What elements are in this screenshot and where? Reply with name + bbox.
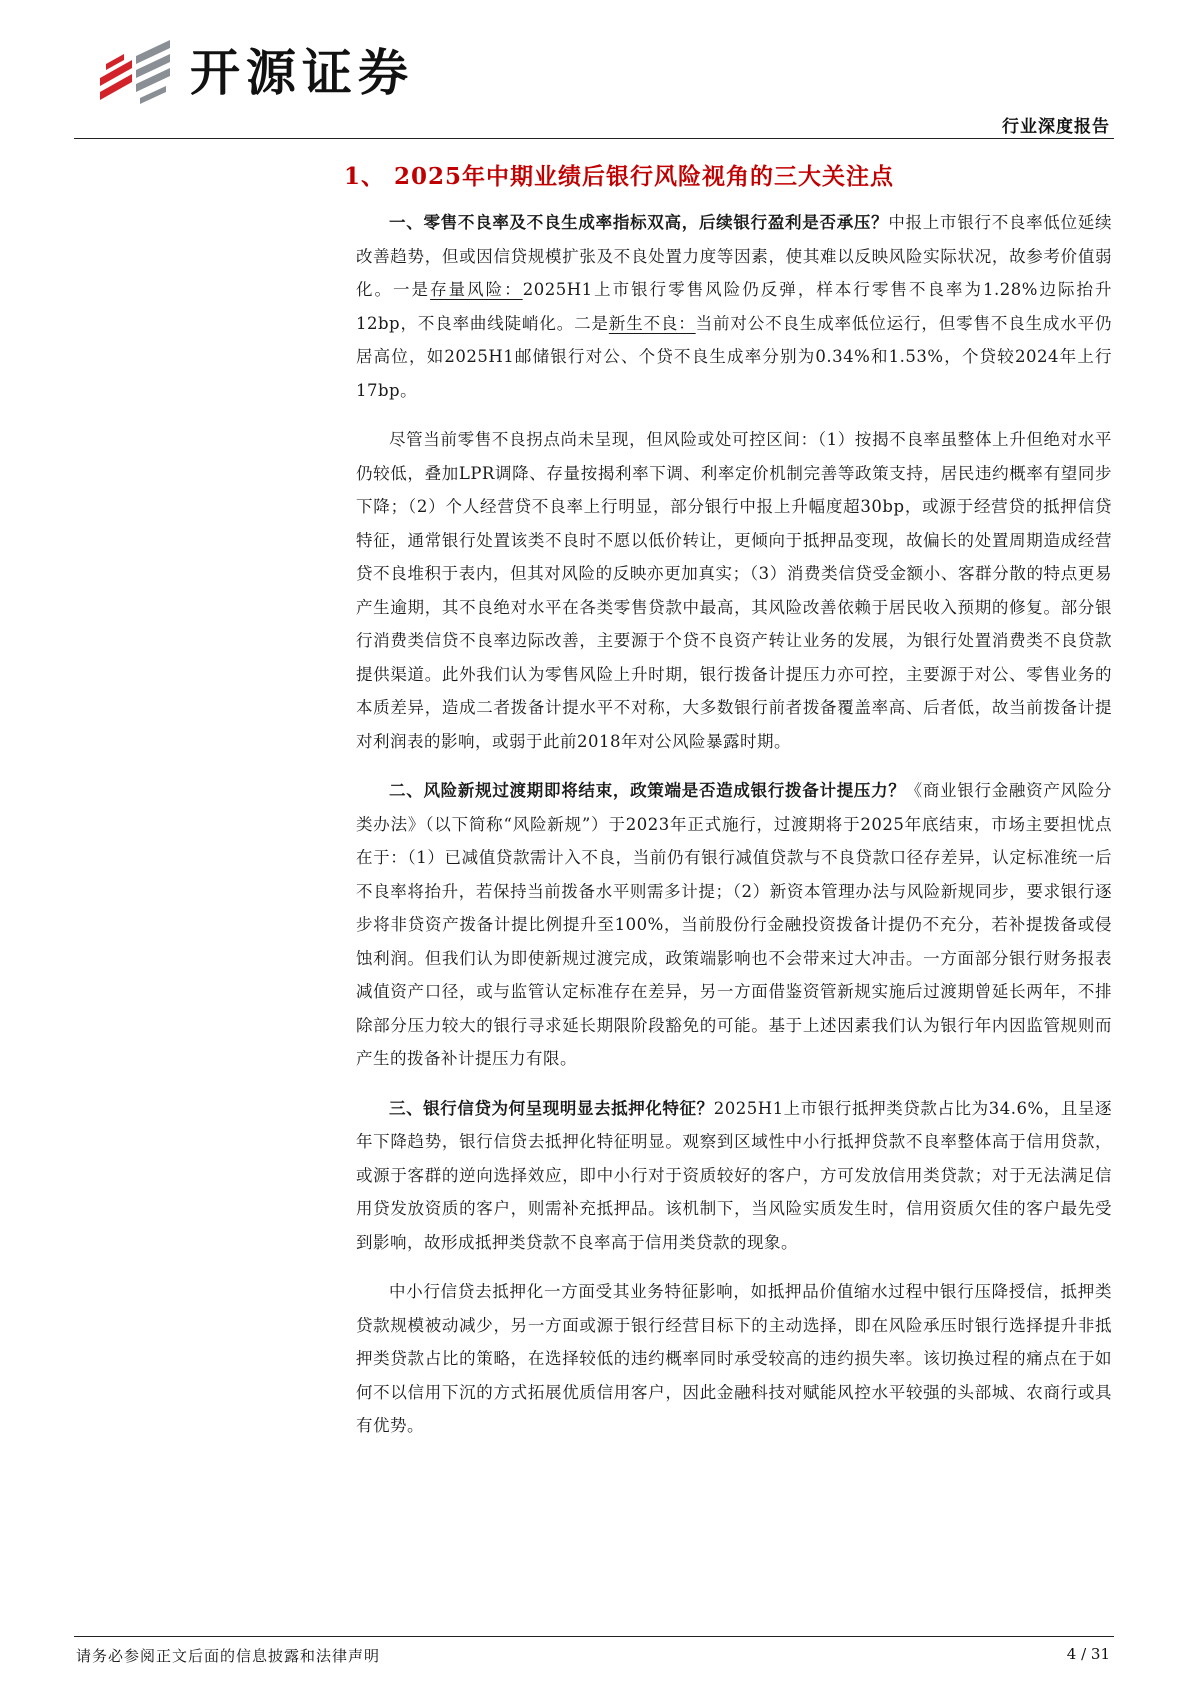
paragraph-small-banks: 中小行信贷去抵押化一方面受其业务特征影响，如抵押品价值缩水过程中银行压降授信，抵押类贷款规模被动减少，另一方面或源于银行经营目标下的主动选择，即在风险承压时银行选择提升非抵押类贷款占比的策略，在选择较低的违约概率同时承受较高的违约损失率。该切换过程的痛点在于如何不以信用下沉的方式拓展优质信用客户，因此金融科技对赋能风控水平较强的头部城、农商行或具有优势。	[356, 1282, 1112, 1435]
paragraph-lead: 二、风险新规过渡期即将结束，政策端是否造成银行拨备计提压力？	[389, 781, 906, 800]
paragraph-text: 当前对公不良生成率低位运行，但零售不良生成水平仍居高位，如2025H1邮储银行对公、个贷不良生成率分别为0.34%和1.53%，个贷较2024年上行17bp。	[356, 313, 1113, 400]
report-type: 行业深度报告	[1002, 117, 1110, 137]
footer-disclaimer: 请务必参阅正文后面的信息披露和法律声明	[76, 1647, 381, 1665]
header-divider	[74, 138, 1114, 139]
paragraph-text: 2025H1上市银行抵押类贷款占比为34.6%，且呈逐年下降趋势，银行信贷去抵押化特征明显。观察到区域性中小行抵押贷款不良率整体高于信用贷款，或源于客群的逆向选择效应，即中小行对于资质较好的客户，方可发放信用类贷款；对于无法满足信用贷发放资质的客户，则需补充抵押品。该机制下，当风险实质发生时，信用资质欠佳的客户最先受到影响，故形成抵押类贷款不良率高于信用类贷款的现象。	[356, 1098, 1113, 1252]
page-number: 4 / 31	[1066, 1645, 1110, 1663]
underlined-term-new-npl: 新生不良：	[608, 313, 696, 333]
section-title: 1、 2025年中期业绩后银行风险视角的三大关注点	[344, 163, 895, 190]
paragraph-new-rules	[356, 774, 1112, 1076]
page-header	[0, 0, 1190, 140]
paragraph-de-collateralization	[356, 1092, 1112, 1260]
main-content	[344, 160, 1113, 1459]
paragraph-text: 2025H1上市银行零售风险仍反弹，样本行零售不良率为1.28%边际抬升12bp，不良率曲线陡峭化。二是	[356, 280, 1113, 333]
paragraph-text: 《商业银行金融资产风险分类办法》（以下简称“风险新规”）于2023年正式施行，过渡期将于2025年底结束，市场主要担忧点在于：（1）已减值贷款需计入不良，当前仍有银行减值贷款与不良贷款口径存差异，认定标准统一后不良率将抬升，若保持当前拨备水平则需多计提；（2）新资本管理办法与风险新规同步，要求银行逐步将非贷资产拨备计提比例提升至100%，当前股份行金融投资拨备计提仍不充分，若补提拨备或侵蚀利润。但我们认为即使新规过渡完成，政策端影响也不会带来过大冲击。一方面部分银行财务报表减值资产口径，或与监管认定标准存在差异，另一方面借鉴资管新规实施后过渡期曾延长两年，不排除部分压力较大的银行寻求延长期限阶段豁免的可能。基于上述因素我们认为银行年内因监管规则而产生的拨备补计提压力有限。	[356, 781, 1113, 1068]
footer-divider	[74, 1636, 1114, 1637]
paragraph-risk-controllable: 尽管当前零售不良拐点尚未呈现，但风险或处可控区间：（1）按揭不良率虽整体上升但绝对水平仍较低，叠加LPR调降、存量按揭利率下调、利率定价机制完善等政策支持，居民违约概率有望同步下降；（2）个人经营贷不良率上行明显，部分银行中报上升幅度超30bp，或源于经营贷的抵押信贷特征，通常银行处置该类不良时不愿以低价转让，更倾向于抵押品变现，故偏长的处置周期造成经营贷不良堆积于表内，但其对风险的反映亦更加真实；（3）消费类信贷受金额小、客群分散的特点更易产生逾期，其不良绝对水平在各类零售贷款中最高，其风险改善依赖于居民收入预期的修复。部分银行消费类信贷不良率边际改善，主要源于个贷不良资产转让业务的发展，为银行处置消费类不良贷款提供渠道。此外我们认为零售风险上升时期，银行拨备计提压力亦可控，主要源于对公、零售业务的本质差异，造成二者拨备计提水平不对称，大多数银行前者拨备覆盖率高、后者低，故当前拨备计提对利润表的影响，或弱于此前2018年对公风险暴露时期。	[356, 430, 1112, 751]
paragraph-text: 中报上市银行不良率低位延续改善趋势，但或因信贷规模扩张及不良处置力度等因素，使其难以反映风险实际状况，故参考价值弱化。一是	[356, 213, 1113, 299]
kaiyuan-logo-icon	[96, 38, 176, 108]
paragraph-retail-npl	[356, 206, 1112, 407]
paragraph-lead: 一、零售不良率及不良生成率指标双高，后续银行盈利是否承压？	[389, 213, 889, 232]
underlined-term-stock-risk: 存量风险：	[430, 280, 523, 299]
brand-name: 开源证券	[190, 44, 414, 102]
paragraph-lead: 三、银行信贷为何呈现明显去抵押化特征？	[389, 1098, 714, 1118]
